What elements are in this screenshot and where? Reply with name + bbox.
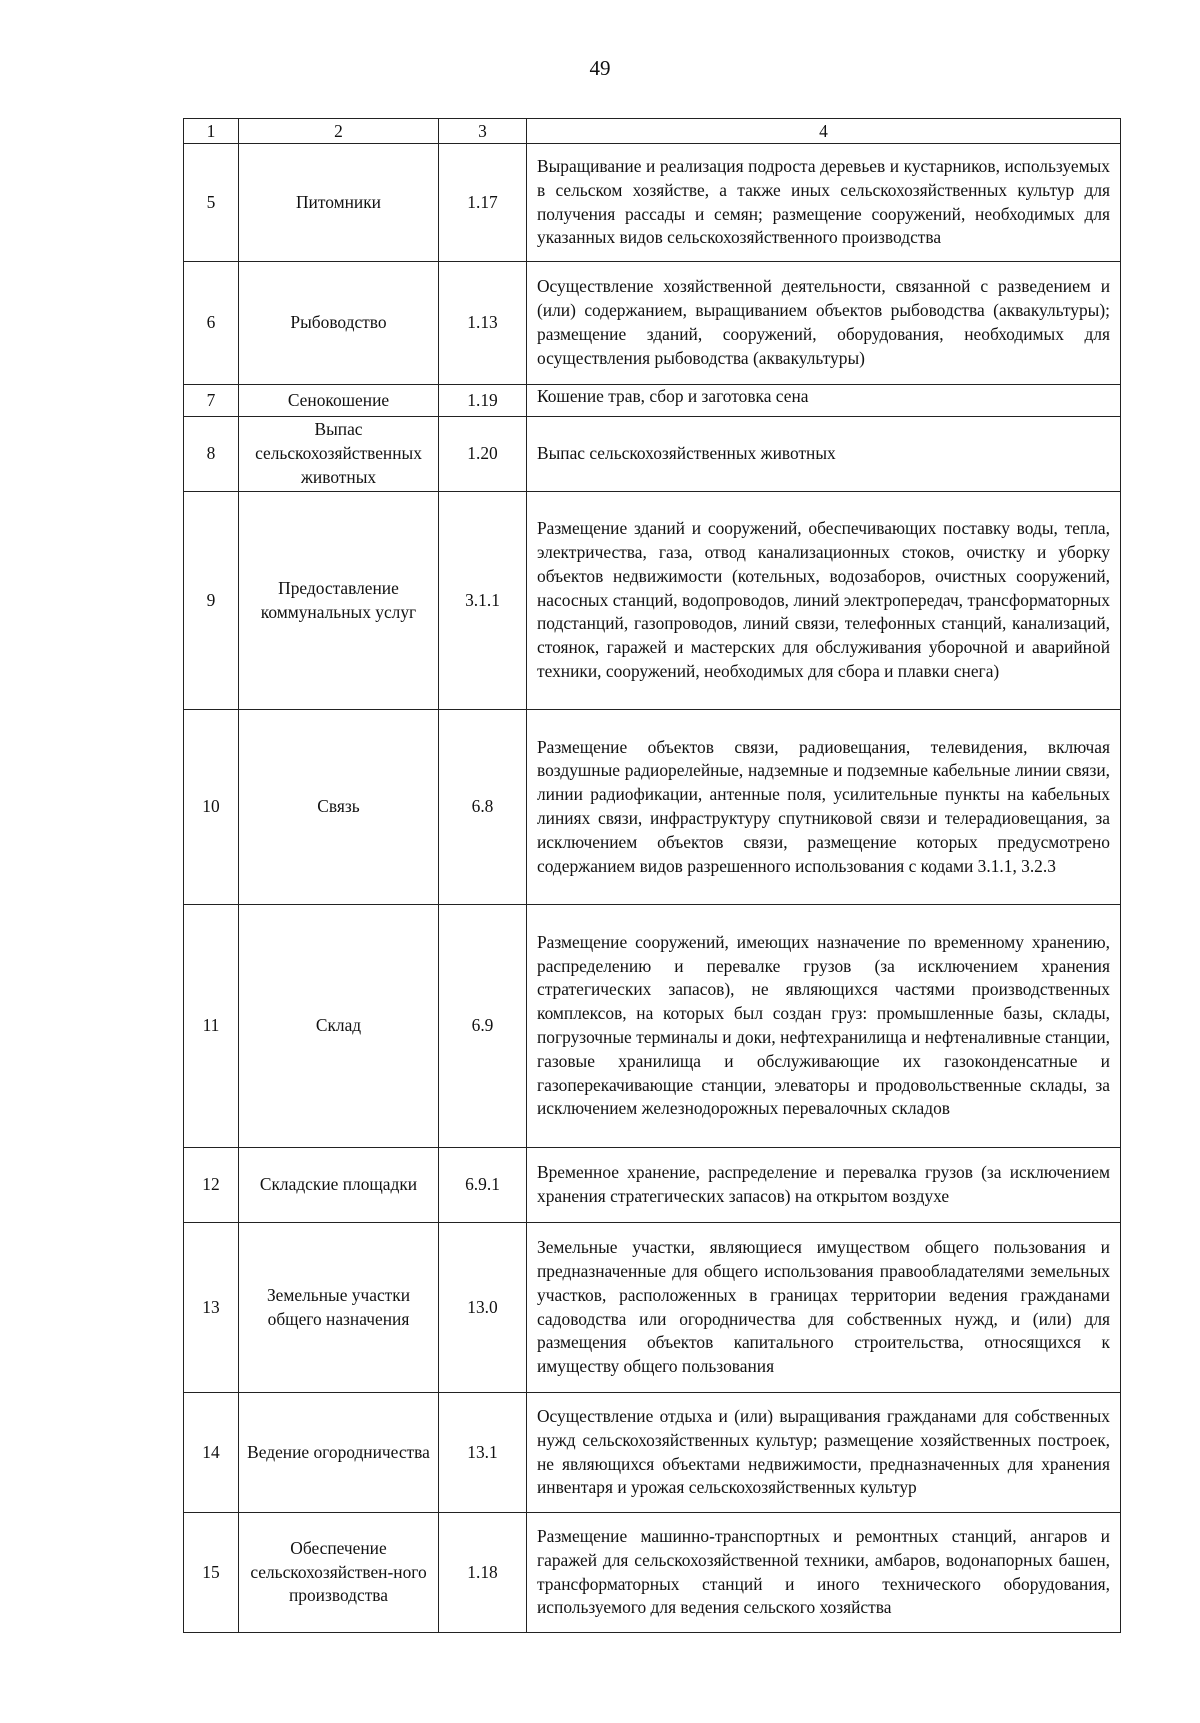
- row-number: 10: [184, 710, 239, 905]
- use-type-description: Выращивание и реализация подроста деревьев и кустарников, используемых в сельском хозяйстве, а также иных сельскохозяйственных культур для получения рассады и семян; размещение сооружений, необходимых для указанных видов сельскохозяйственного производства: [527, 144, 1121, 262]
- use-type-description: Осуществление отдыха и (или) выращивания гражданами для собственных нужд сельскохозяйственных культур; размещение хозяйственных построек, не являющихся объектами недвижимости, предназначенных для хранения инвентаря и урожая сельскохозяйственных культур: [527, 1393, 1121, 1513]
- table-row: [184, 710, 1121, 905]
- use-type-name: Складские площадки: [239, 1148, 439, 1223]
- use-type-code: 1.17: [439, 144, 527, 262]
- use-type-description: Кошение трав, сбор и заготовка сена: [527, 385, 1121, 417]
- table-row: [184, 262, 1121, 385]
- use-type-code: 3.1.1: [439, 492, 527, 710]
- table-row: [184, 905, 1121, 1148]
- use-type-name: Выпас сельскохозяйственных животных: [239, 417, 439, 492]
- table-header-row: [184, 119, 1121, 144]
- page-number: 49: [589, 56, 611, 80]
- use-type-name: Ведение огородничества: [239, 1393, 439, 1513]
- use-type-name: Земельные участки общего назначения: [239, 1223, 439, 1393]
- row-number: 7: [184, 385, 239, 417]
- table-row: [184, 417, 1121, 492]
- use-type-code: 1.13: [439, 262, 527, 385]
- use-type-description: Временное хранение, распределение и перевалка грузов (за исключением хранения стратегических запасов) на открытом воздухе: [527, 1148, 1121, 1223]
- header-col-1: 1: [184, 119, 239, 144]
- use-type-name: Питомники: [239, 144, 439, 262]
- use-type-code: 1.19: [439, 385, 527, 417]
- row-number: 8: [184, 417, 239, 492]
- row-number: 6: [184, 262, 239, 385]
- use-type-code: 1.20: [439, 417, 527, 492]
- row-number: 12: [184, 1148, 239, 1223]
- row-number: 15: [184, 1513, 239, 1633]
- use-type-code: 13.0: [439, 1223, 527, 1393]
- use-type-code: 6.8: [439, 710, 527, 905]
- use-type-name: Рыбоводство: [239, 262, 439, 385]
- use-type-code: 6.9: [439, 905, 527, 1148]
- use-type-name: Обеспечение сельскохозяйствен-ного производства: [239, 1513, 439, 1633]
- table-row: [184, 1223, 1121, 1393]
- land-use-table: [183, 118, 1121, 1633]
- table-row: [184, 1148, 1121, 1223]
- row-number: 14: [184, 1393, 239, 1513]
- use-type-name: Сенокошение: [239, 385, 439, 417]
- use-type-name: Предоставление коммунальных услуг: [239, 492, 439, 710]
- use-type-name: Связь: [239, 710, 439, 905]
- use-type-description: Осуществление хозяйственной деятельности, связанной с разведением и (или) содержанием, выращиванием объектов рыбоводства (аквакультуры); размещение зданий, сооружений, оборудования, необходимых для осуществления рыбоводства (аквакультуры): [527, 262, 1121, 385]
- use-type-name: Склад: [239, 905, 439, 1148]
- use-type-description: Размещение сооружений, имеющих назначение по временному хранению, распределению и перевалке грузов (за исключением хранения стратегических запасов), не являющихся частями производственных комплексов, на которых был создан груз: промышленные базы, склады, погрузочные терминалы и доки, нефтехранилища и нефтеналивные станции, газовые хранилища и обслуживающие их газоконденсатные и газоперекачивающие станции, элеваторы и продовольственные склады, за исключением железнодорожных перевалочных складов: [527, 905, 1121, 1148]
- row-number: 9: [184, 492, 239, 710]
- table-row: [184, 1513, 1121, 1633]
- row-number: 5: [184, 144, 239, 262]
- use-type-description: Выпас сельскохозяйственных животных: [527, 417, 1121, 492]
- table-row: [184, 385, 1121, 417]
- table-row: [184, 1393, 1121, 1513]
- use-type-code: 1.18: [439, 1513, 527, 1633]
- header-col-3: 3: [439, 119, 527, 144]
- use-type-description: Размещение машинно-транспортных и ремонтных станций, ангаров и гаражей для сельскохозяйственной техники, амбаров, водонапорных башен, трансформаторных станций и иного технического оборудования, используемого для ведения сельского хозяйства: [527, 1513, 1121, 1633]
- row-number: 13: [184, 1223, 239, 1393]
- header-col-2: 2: [239, 119, 439, 144]
- use-type-code: 13.1: [439, 1393, 527, 1513]
- row-number: 11: [184, 905, 239, 1148]
- table-row: [184, 144, 1121, 262]
- header-col-4: 4: [527, 119, 1121, 144]
- use-type-description: Размещение зданий и сооружений, обеспечивающих поставку воды, тепла, электричества, газа, отвод канализационных стоков, очистку и уборку объектов недвижимости (котельных, водозаборов, очистных сооружений, насосных станций, водопроводов, линий электропередач, трансформаторных подстанций, газопроводов, линий связи, телефонных станций, канализаций, стоянок, гаражей и мастерских для обслуживания уборочной и аварийной техники, сооружений, необходимых для сбора и плавки снега): [527, 492, 1121, 710]
- table-row: [184, 492, 1121, 710]
- use-type-description: Размещение объектов связи, радиовещания, телевидения, включая воздушные радиорелейные, надземные и подземные кабельные линии связи, линии радиофикации, антенные поля, усилительные пункты на кабельных линиях связи, инфраструктуру спутниковой связи и телерадиовещания, за исключением объектов связи, размещение которых предусмотрено содержанием видов разрешенного использования с кодами 3.1.1, 3.2.3: [527, 710, 1121, 905]
- use-type-description: Земельные участки, являющиеся имуществом общего пользования и предназначенные для общего использования правообладателями земельных участков, расположенных в границах территории ведения гражданами садоводства или огородничества для собственных нужд, и (или) для размещения объектов капитального строительства, относящихся к имуществу общего пользования: [527, 1223, 1121, 1393]
- use-type-code: 6.9.1: [439, 1148, 527, 1223]
